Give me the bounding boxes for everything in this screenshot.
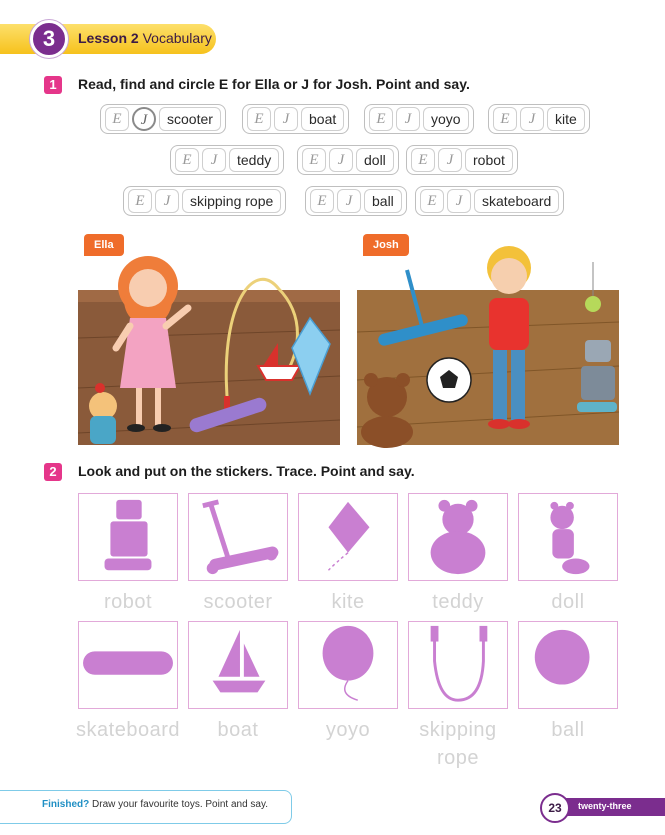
word-card-robot	[406, 145, 518, 175]
robot-silhouette-icon	[79, 494, 177, 580]
trace-word-yoyo: yoyo	[325, 719, 371, 741]
trace-word-robot: robot	[103, 591, 153, 613]
trace-word-skipping: skipping	[419, 719, 497, 741]
page-number: 23	[540, 793, 570, 823]
boat-silhouette-icon	[189, 622, 287, 708]
word-label: doll	[356, 148, 394, 172]
word-card-boat	[242, 104, 349, 134]
word-card-kite	[488, 104, 590, 134]
sticker-slot-kite[interactable]	[298, 493, 398, 581]
sticker-slot-boat[interactable]	[188, 621, 288, 709]
letter-j-option[interactable]: J	[438, 148, 462, 172]
word-label: teddy	[229, 148, 279, 172]
section-1-instruction: Read, find and circle E for Ella or J for Josh. Point and say.	[78, 76, 470, 92]
word-label: kite	[547, 107, 585, 131]
word-card-doll	[297, 145, 399, 175]
letter-e-option[interactable]: E	[420, 189, 444, 213]
lesson-number-badge: 3	[30, 20, 68, 58]
page-number-words: twenty-three	[578, 801, 632, 811]
word-label: skipping rope	[182, 189, 281, 213]
lesson-label: Lesson 2	[78, 30, 139, 46]
trace-word-boat: boat	[217, 719, 259, 741]
word-label: skateboard	[474, 189, 559, 213]
sticker-slot-teddy[interactable]	[408, 493, 508, 581]
skateboard-silhouette-icon	[79, 622, 177, 708]
lesson-title	[78, 30, 212, 46]
scooter-silhouette-icon	[189, 494, 287, 580]
letter-j-option[interactable]: J	[329, 148, 353, 172]
letter-j-option[interactable]: J	[202, 148, 226, 172]
ella-picture	[78, 239, 340, 445]
word-label: boat	[301, 107, 344, 131]
word-card-scooter	[100, 104, 226, 134]
word-card-teddy	[170, 145, 284, 175]
trace-word-rope: rope	[436, 747, 480, 769]
letter-j-option[interactable]: J	[155, 189, 179, 213]
kite-silhouette-icon	[299, 494, 397, 580]
letter-j-option-circled[interactable]: J	[132, 107, 156, 131]
josh-scene-illustration	[357, 262, 619, 445]
letter-e-option[interactable]: E	[411, 148, 435, 172]
letter-e-option[interactable]: E	[128, 189, 152, 213]
word-card-yoyo	[364, 104, 474, 134]
letter-e-option[interactable]: E	[369, 107, 393, 131]
ball-silhouette-icon	[519, 622, 617, 708]
section-2-instruction: Look and put on the stickers. Trace. Point and say.	[78, 463, 415, 479]
sticker-slot-ball[interactable]	[518, 621, 618, 709]
teddy-silhouette-icon	[409, 494, 507, 580]
letter-j-option[interactable]: J	[520, 107, 544, 131]
sticker-slot-robot[interactable]	[78, 493, 178, 581]
letter-e-option[interactable]: E	[247, 107, 271, 131]
sticker-slot-yoyo[interactable]	[298, 621, 398, 709]
skipping-rope-silhouette-icon	[409, 622, 507, 708]
word-card-skateboard	[415, 186, 564, 216]
ella-name-tag: Ella	[84, 234, 124, 256]
trace-word-doll: doll	[551, 591, 585, 613]
word-card-ball	[305, 186, 407, 216]
letter-j-option[interactable]: J	[396, 107, 420, 131]
letter-j-option[interactable]: J	[337, 189, 361, 213]
word-label: robot	[465, 148, 513, 172]
doll-silhouette-icon	[519, 494, 617, 580]
yoyo-silhouette-icon	[299, 622, 397, 708]
sticker-slot-skipping-rope[interactable]	[408, 621, 508, 709]
letter-j-option[interactable]: J	[447, 189, 471, 213]
word-label: ball	[364, 189, 402, 213]
letter-e-option[interactable]: E	[302, 148, 326, 172]
letter-e-option[interactable]: E	[105, 107, 129, 131]
josh-picture	[357, 239, 619, 445]
finished-label: Finished?	[42, 799, 90, 810]
word-label: yoyo	[423, 107, 469, 131]
letter-e-option[interactable]: E	[175, 148, 199, 172]
letter-j-option[interactable]: J	[274, 107, 298, 131]
trace-word-teddy: teddy	[432, 591, 484, 613]
ella-scene-illustration	[78, 248, 340, 445]
sticker-slot-skateboard[interactable]	[78, 621, 178, 709]
sticker-slot-doll[interactable]	[518, 493, 618, 581]
josh-name-tag: Josh	[363, 234, 409, 256]
section-2-number: 2	[44, 463, 62, 481]
trace-word-skateboard: skateboard	[76, 719, 180, 741]
section-1-number: 1	[44, 76, 62, 94]
word-label: scooter	[159, 107, 221, 131]
finished-instruction: Draw your favourite toys. Point and say.	[92, 799, 269, 810]
word-card-skipping-rope	[123, 186, 286, 216]
trace-word-ball: ball	[551, 719, 585, 741]
trace-word-kite: kite	[331, 591, 365, 613]
finished-task-text	[42, 799, 268, 810]
sticker-slot-scooter[interactable]	[188, 493, 288, 581]
trace-word-scooter: scooter	[203, 591, 273, 613]
letter-e-option[interactable]: E	[310, 189, 334, 213]
letter-e-option[interactable]: E	[493, 107, 517, 131]
lesson-topic: Vocabulary	[142, 30, 212, 46]
